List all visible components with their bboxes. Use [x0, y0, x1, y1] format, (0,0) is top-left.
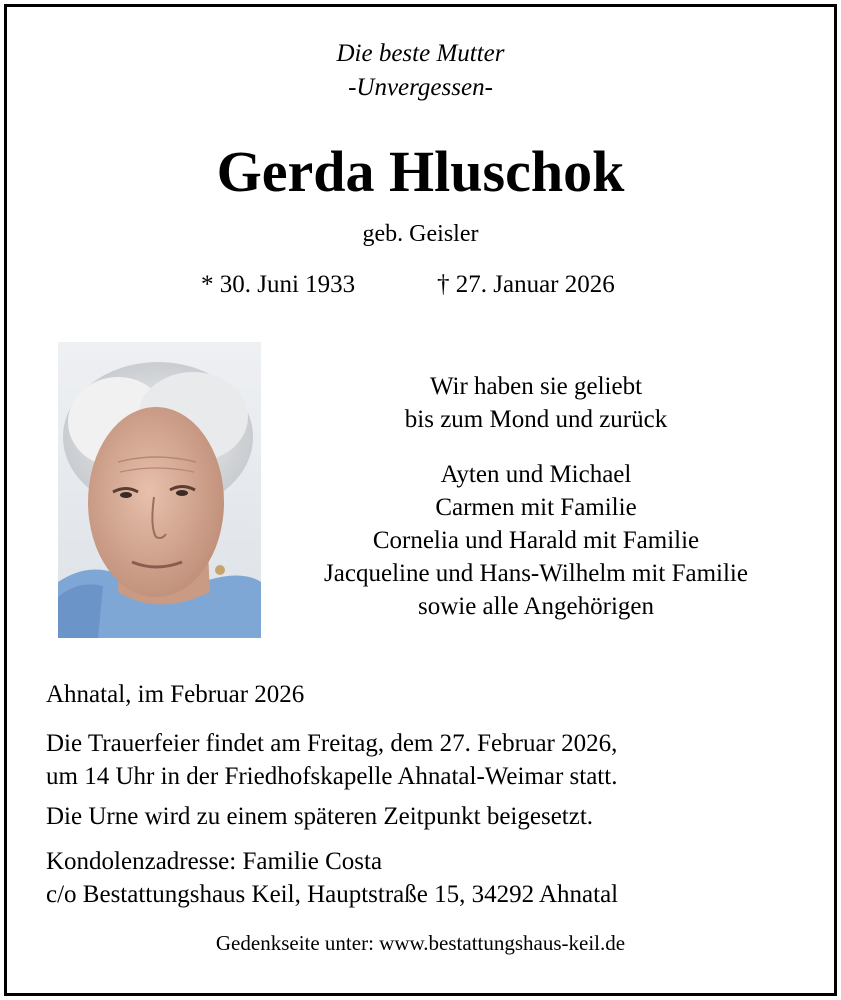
address-line-2: c/o Bestattungshaus Keil, Hauptstraße 15, 34292 Ahnatal	[46, 881, 619, 908]
mourner-entry: sowie alle Angehörigen	[417, 593, 655, 620]
mourner-entry: Cornelia und Harald mit Familie	[372, 527, 700, 554]
mourners-list	[280, 458, 792, 623]
mourner-entry: Jacqueline und Hans-Wilhelm mit Familie	[324, 560, 748, 587]
ceremony-line-1: Die Trauerfeier findet am Freitag, dem 27. Februar 2026,	[46, 730, 618, 757]
maiden-name: geb. Geisler	[362, 221, 479, 247]
address-line-1: Kondolenzadresse: Familie Costa	[46, 848, 383, 875]
memorial-website: Gedenkseite unter: www.bestattungshaus-keil.de	[215, 931, 626, 955]
poem	[280, 370, 792, 436]
death-date: † 27. Januar 2026	[437, 271, 615, 298]
ceremony-info	[46, 727, 617, 793]
portrait-illustration	[58, 342, 261, 638]
motto-line-1: Die beste Mutter	[336, 40, 505, 67]
motto-line-2: -Unvergessen-	[348, 74, 493, 101]
urn-info: Die Urne wird zu einem späteren Zeitpunkt beigesetzt.	[46, 803, 594, 830]
poem-line-1: Wir haben sie geliebt	[429, 373, 643, 400]
mourner-entry: Carmen mit Familie	[435, 494, 637, 521]
poem-line-2: bis zum Mond und zurück	[404, 406, 668, 433]
deceased-name: Gerda Hluschok	[216, 139, 625, 204]
mourner-entry: Ayten und Michael	[440, 461, 632, 488]
portrait-photo	[58, 342, 261, 638]
place-date: Ahnatal, im Februar 2026	[46, 681, 305, 708]
ceremony-line-2: um 14 Uhr in der Friedhofskapelle Ahnatal-Weimar statt.	[46, 763, 618, 790]
birth-date: * 30. Juni 1933	[201, 271, 356, 298]
condolence-address	[46, 845, 618, 911]
